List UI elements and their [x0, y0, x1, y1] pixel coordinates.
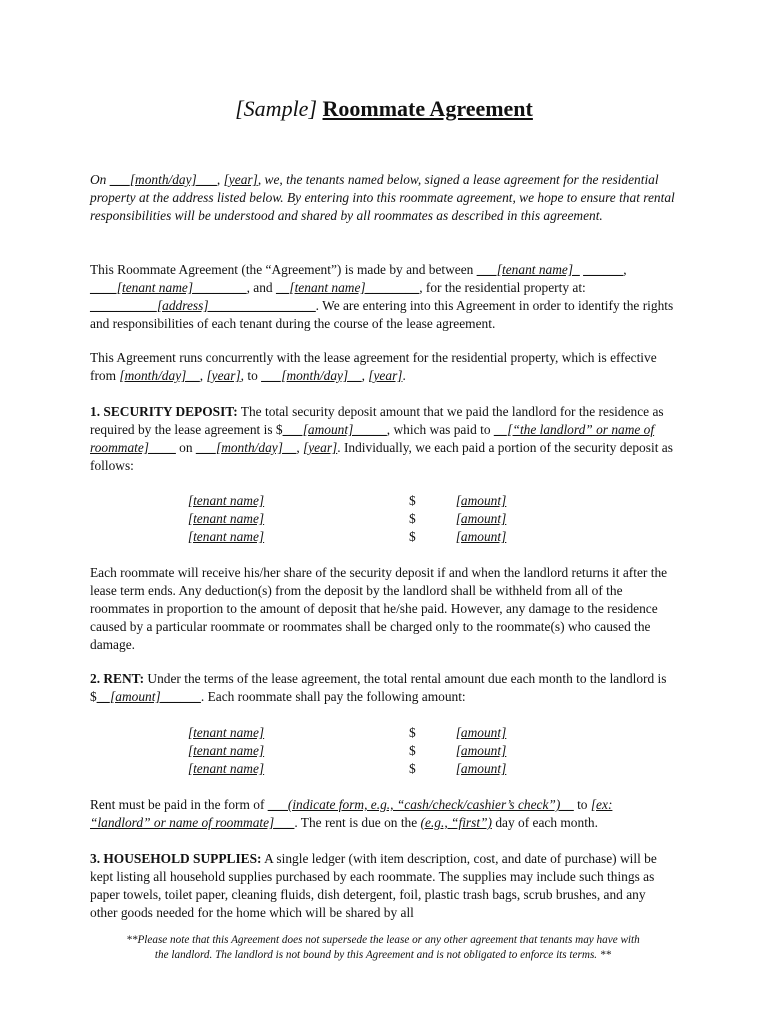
- currency-sign: $: [409, 493, 416, 508]
- intro-comma: ,: [216, 172, 221, 187]
- currency-sign: $: [409, 529, 416, 544]
- household-supplies-heading: 3. HOUSEHOLD SUPPLIES:: [90, 851, 262, 866]
- agreement-paragraph: [90, 261, 676, 333]
- currency-sign: $: [409, 725, 416, 740]
- amount-field: [419, 528, 543, 546]
- rent-heading: 2. RENT:: [90, 671, 145, 686]
- intro-date-blank: ___[month/day]___: [109, 172, 217, 187]
- end-year-blank: [year]: [368, 368, 403, 383]
- rent-share-row: [135, 742, 555, 760]
- rent-text-1: Under the terms of the lease agreement, the total rental amount due each month to the landlord is $: [90, 671, 667, 704]
- rent-share-row: [135, 724, 555, 742]
- security-text-5: . Individually, we each paid a portion of the security deposit as follows:: [90, 440, 673, 473]
- amount-text: [amount]: [455, 725, 507, 740]
- tenant-name-field: [135, 528, 317, 546]
- amount-text: [amount]: [455, 493, 507, 508]
- tenant-name-field: [135, 492, 317, 510]
- document-title: [0, 94, 768, 124]
- concurrent-text-4: ,: [361, 368, 369, 383]
- amount-field: [419, 742, 543, 760]
- rent-payment-text-2: to: [573, 797, 591, 812]
- tenant-name-text: [tenant name]: [187, 493, 265, 508]
- tenant-name-text: [tenant name]: [187, 529, 265, 544]
- concurrent-text-5: .: [402, 368, 406, 383]
- concurrent-text-2: ,: [199, 368, 207, 383]
- concurrent-text-1: This Agreement runs concurrently with the lease agreement for the residential property, which is effective from: [90, 350, 657, 383]
- deposit-share-row: [135, 528, 555, 546]
- tenant-name-blank-1-cont: ______: [583, 262, 624, 277]
- amount-text: [amount]: [455, 743, 507, 758]
- currency-sign: $: [409, 761, 416, 776]
- concurrent-text-3: , to: [240, 368, 262, 383]
- security-deposit-paragraph: [90, 403, 676, 475]
- household-supplies-text: A single ledger (with item description, cost, and date of purchase) will be kept listing all household supplies purchased by each roommate. The supplies may include such things as paper towels, toilet paper, cleaning fluids, dish detergent, foil, plastic trash bags, scrub brushes, and any other goods needed for the home which will be shared by all: [90, 851, 657, 920]
- start-date-blank: [month/day]__: [119, 368, 200, 383]
- tenant-name-blank-2: ____[tenant name]________: [90, 280, 247, 295]
- deposit-payee-blank: __[“the landlord” or name of roommate]____: [90, 422, 655, 455]
- security-text-1: The total security deposit amount that we paid the landlord for the residence as required by the lease agreement is $: [90, 404, 664, 437]
- disclaimer-note: [90, 933, 676, 963]
- amount-text: [amount]: [455, 511, 507, 526]
- security-text-3: on: [175, 440, 196, 455]
- start-year-blank: [year]: [206, 368, 241, 383]
- amount-field: [419, 510, 543, 528]
- amount-field: [419, 492, 543, 510]
- rent-payment-text-1: Rent must be paid in the form of: [90, 797, 268, 812]
- tenant-name-text: [tenant name]: [187, 761, 265, 776]
- intro-paragraph: [90, 171, 676, 225]
- deposit-amount-blank: ___[amount]_____: [282, 422, 387, 437]
- tenant-name-text: [tenant name]: [187, 725, 265, 740]
- amount-field: [419, 760, 543, 778]
- end-date-blank: ___[month/day]__: [261, 368, 362, 383]
- rent-payment-text-4: day of each month.: [491, 815, 598, 830]
- tenant-name-text: [tenant name]: [187, 511, 265, 526]
- intro-on: On: [90, 172, 107, 187]
- agreement-text-5: , for the residential property at:: [419, 280, 586, 295]
- agreement-text-1: This Roommate Agreement (the “Agreement”) is made by and between: [90, 262, 477, 277]
- title-main: Roommate Agreement: [322, 96, 533, 121]
- agreement-text-3: ,: [623, 262, 627, 277]
- deposit-return-paragraph: Each roommate will receive his/her share of the security deposit if and when the landlord returns it after the lease term ends. Any deduction(s) from the deposit by the landlord shall be withheld from all of the roommates in proportion to the amount of deposit that he/she paid. However, any damage to the residence caused by a particular roommate or roommates shall be charged only to the roommate(s) who caused the damage.: [90, 565, 668, 652]
- rent-text-2: . Each roommate shall pay the following amount:: [200, 689, 466, 704]
- rent-payment-paragraph: [90, 796, 676, 832]
- security-text-4: ,: [296, 440, 304, 455]
- tenant-name-field: [135, 724, 317, 742]
- tenant-name-field: [135, 760, 317, 778]
- concurrent-paragraph: [90, 349, 676, 385]
- amount-field: [419, 724, 543, 742]
- household-supplies-paragraph: [90, 850, 676, 922]
- disclaimer-line-2: the landlord. The landlord is not bound by this Agreement and is not obligated to enforce its terms. **: [154, 949, 612, 961]
- rent-share-row: [135, 760, 555, 778]
- currency-sign: $: [409, 743, 416, 758]
- payment-form-blank: ___(indicate form, e.g., “cash/check/cashier’s check”)__: [267, 797, 574, 812]
- intro-text: , we, the tenants named below, signed a lease agreement for the residential property at the address listed below. By entering into this roommate agreement, we hope to ensure that rental responsibilities will be understood and shared by all roommates as described in this agreement.: [90, 172, 675, 223]
- tenant-name-field: [135, 510, 317, 528]
- amount-text: [amount]: [455, 761, 507, 776]
- currency-sign: $: [409, 511, 416, 526]
- intro-year-blank: [year]: [223, 172, 258, 187]
- amount-text: [amount]: [455, 529, 507, 544]
- due-day-blank: (e.g., “first”): [420, 815, 492, 830]
- security-deposit-heading: 1. SECURITY DEPOSIT:: [90, 404, 238, 419]
- agreement-text-6: . We are entering into this Agreement in order to identify the rights and responsibilities of each tenant during the course of the lease agreement.: [90, 298, 674, 331]
- payment-recipient-blank: [ex: “landlord” or name of roommate]___: [90, 797, 613, 830]
- disclaimer-line-1: **Please note that this Agreement does not supersede the lease or any other agreement that tenants may have with: [126, 934, 640, 946]
- rent-payment-text-3: . The rent is due on the: [294, 815, 421, 830]
- deposit-year-blank: [year]: [303, 440, 338, 455]
- tenant-name-blank-1: ___[tenant name]_: [476, 262, 580, 277]
- security-text-2: , which was paid to: [386, 422, 494, 437]
- address-blank: __________[address]________________: [90, 298, 316, 313]
- deposit-share-row: [135, 510, 555, 528]
- tenant-name-text: [tenant name]: [187, 743, 265, 758]
- tenant-name-field: [135, 742, 317, 760]
- rent-paragraph: [90, 670, 676, 706]
- agreement-text-4: , and: [246, 280, 276, 295]
- rent-amount-blank: __[amount]______: [96, 689, 201, 704]
- title-sample-tag: [Sample]: [235, 96, 318, 121]
- deposit-date-blank: ___[month/day]__: [195, 440, 297, 455]
- deposit-share-row: [135, 492, 555, 510]
- tenant-name-blank-3: __[tenant name]________: [275, 280, 420, 295]
